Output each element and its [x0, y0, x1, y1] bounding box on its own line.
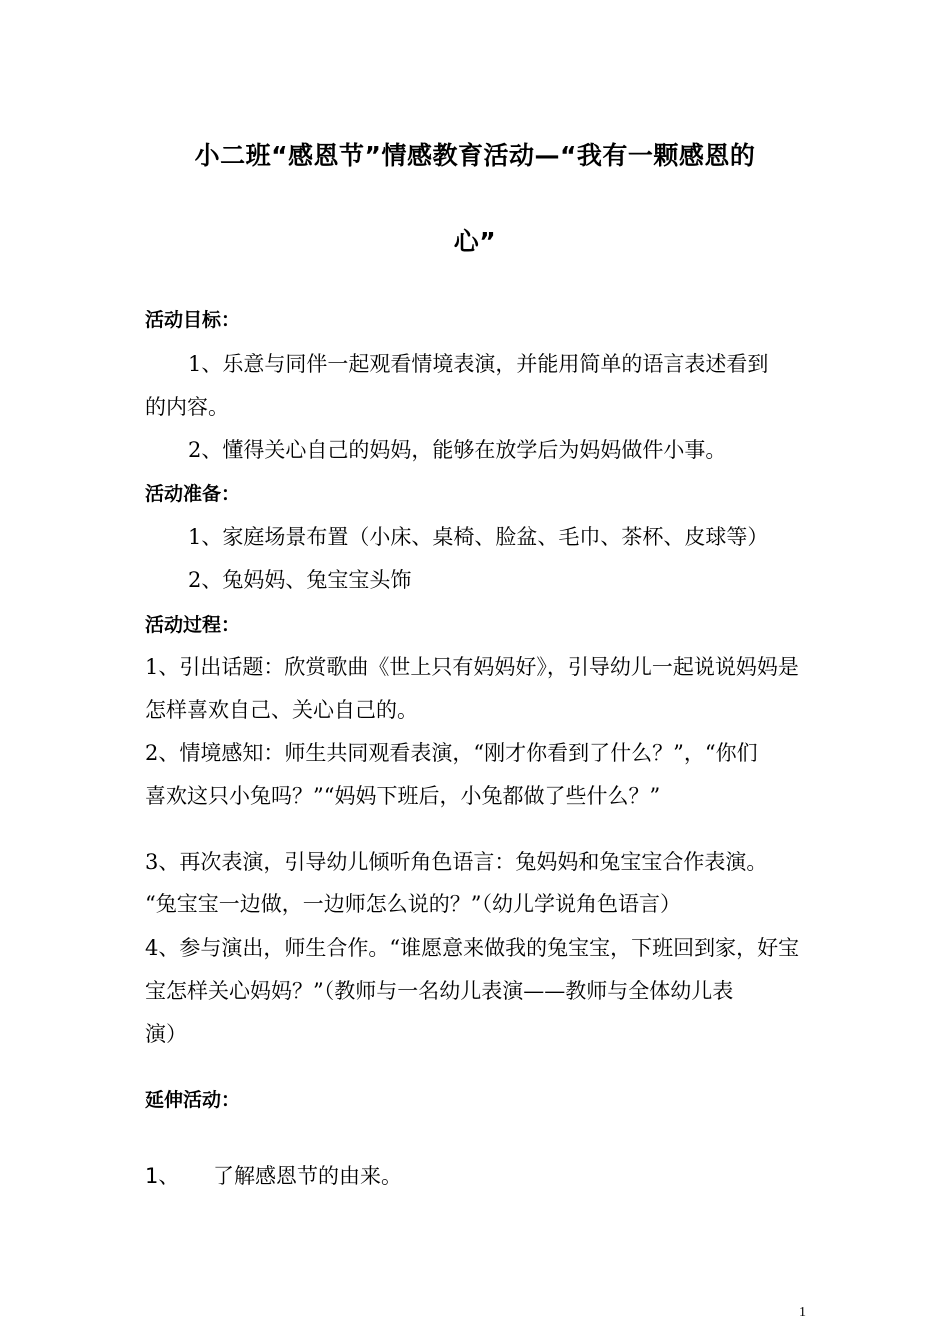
- document-title-line-2: 心”: [453, 227, 497, 256]
- process-step-4-line-2: 宝怎样关心妈妈？”（教师与一名幼儿表演——教师与全体幼儿表: [145, 979, 734, 1003]
- goal-item-1-line-1: 1、乐意与同伴一起观看情境表演，并能用简单的语言表述看到: [188, 352, 769, 376]
- section-heading-process: 活动过程：: [145, 614, 241, 636]
- process-step-3-line-2: “兔宝宝一边做，一边师怎么说的？”（幼儿学说角色语言）: [145, 892, 681, 916]
- process-step-1-line-1: 1、引出话题：欣赏歌曲《世上只有妈妈好》，引导幼儿一起说说妈妈是: [145, 655, 799, 679]
- goal-item-2: 2、懂得关心自己的妈妈，能够在放学后为妈妈做件小事。: [188, 438, 727, 462]
- process-step-2-line-1: 2、情境感知：师生共同观看表演，“刚才你看到了什么？”，“你们: [145, 741, 758, 765]
- page-number: 1: [799, 1305, 806, 1320]
- extension-item-1-number: 1、: [145, 1164, 180, 1188]
- section-heading-preparation: 活动准备：: [145, 483, 241, 505]
- document-title-line-1: 小二班“感恩节”情感教育活动—“我有一颗感恩的: [194, 141, 756, 170]
- process-step-4-line-1: 4、参与演出，师生合作。“谁愿意来做我的兔宝宝，下班回到家，好宝: [145, 936, 800, 960]
- process-step-2-line-2: 喜欢这只小兔吗？”“妈妈下班后，小兔都做了些什么？”: [145, 784, 661, 808]
- goal-item-1-line-2: 的内容。: [145, 395, 229, 419]
- section-heading-goals: 活动目标：: [145, 309, 241, 331]
- preparation-item-2: 2、兔妈妈、兔宝宝头饰: [188, 568, 412, 592]
- process-step-4-line-3: 演）: [145, 1022, 187, 1046]
- section-heading-extension: 延伸活动：: [145, 1089, 241, 1111]
- extension-item-1-text: 了解感恩节的由来。: [213, 1164, 402, 1188]
- process-step-3-line-1: 3、再次表演，引导幼儿倾听角色语言：兔妈妈和兔宝宝合作表演。: [145, 850, 768, 874]
- process-step-1-line-2: 怎样喜欢自己、关心自己的。: [145, 698, 418, 722]
- preparation-item-1: 1、家庭场景布置（小床、桌椅、脸盆、毛巾、茶杯、皮球等）: [188, 525, 769, 549]
